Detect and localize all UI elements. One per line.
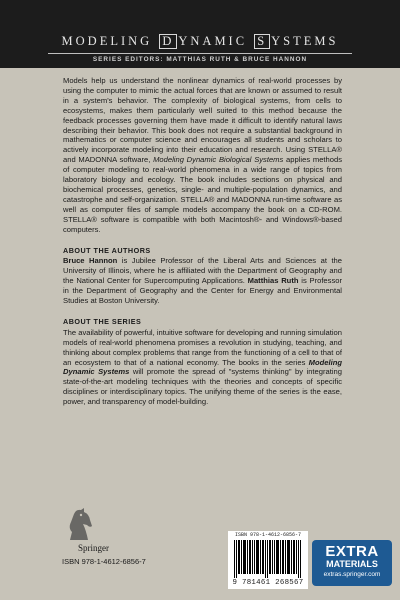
series-title-boxed-letter: D	[159, 34, 177, 49]
back-cover-text	[63, 76, 342, 407]
authors-paragraph	[63, 256, 342, 306]
header-divider	[48, 53, 352, 54]
springer-logo	[62, 506, 132, 554]
series-title-part: MODELING	[61, 34, 159, 48]
series-text: will promote the spread of "systems thinking" by integrating state-of-the-art modeling techniques with the theories and concepts of specific disciplines or interdisciplinary topics. The unifying theme of the series is the ease, power, and transparency of model-building.	[63, 367, 342, 407]
series-title-boxed-letter: S	[254, 34, 270, 49]
barcode	[228, 531, 308, 589]
series-title-part: YSTEMS	[271, 34, 339, 48]
intro-text: applies methods of computer modeling to real-world phenomena in a wide range of topics from laboratory biology and ecology. The book includes sections on physical and biochemical processes, genetics, single- and multiple-population dynamics, and catastrophe and self-organization. STELLA® and MADONNA run-time software as well as computer files of sample models accompany the book on a CD-ROM. STELLA® software is compatible with both Macintosh®- and Windows®-based computers.	[63, 155, 342, 234]
intro-text: Models help us understand the nonlinear dynamics of real-world processes by using the computer to mimic the actual forces that are known or assumed to result in a system's behavior. The complexity of biological systems, from cells to ecosystems, makes them particularly well suited to this method because the feedback processes governing them have made it difficult to identify natural laws describing their behavior. This book does not require a substantial background in mathematics or computer science and encourages all students and scholars to actively incorporate modeling into their education and research. Using STELLA® and MADONNA software,	[63, 76, 342, 165]
isbn-text: ISBN 978-1-4612-6856-7	[62, 557, 146, 566]
author-bio: is Professor in the Department of Geography and the Center for Energy and Environmental Studies at Boston University.	[63, 276, 342, 306]
series-text: The availability of powerful, intuitive software for developing and running simulation models of real-world phenomena promises a revolution in studying, teaching, and thinking about complex problems that range from the functioning of a cell to that of an ecosystem to that of a national economy. The books in the series	[63, 327, 342, 367]
author-bio: is Jubilee Professor of the Liberal Arts and Sciences at the University of Illinois, where he is affiliated with the Department of Geography and the National Center for Supercomputing Applications.	[63, 256, 342, 286]
book-title: Modeling Dynamic Biological Systems	[153, 155, 284, 165]
barcode-digits: 9 781461 268567	[232, 579, 304, 587]
series-name: Modeling Dynamic Systems	[63, 357, 342, 377]
series-title	[0, 34, 400, 49]
series-editors: SERIES EDITORS: MATTHIAS RUTH & BRUCE HANNON	[92, 56, 308, 63]
badge-extra-label: EXTRA	[325, 543, 379, 560]
series-heading: ABOUT THE SERIES	[63, 316, 142, 326]
publisher-name: Springer	[78, 543, 109, 553]
series-title-part: YNAMIC	[178, 34, 254, 48]
series-paragraph	[63, 328, 342, 407]
springer-knight-icon	[62, 506, 98, 542]
author-name: Matthias Ruth	[247, 276, 299, 286]
intro-paragraph	[63, 76, 342, 235]
series-header	[0, 0, 400, 68]
barcode-bars-icon	[234, 540, 302, 578]
author-name: Bruce Hannon	[63, 256, 118, 266]
barcode-isbn: ISBN 978-1-4612-6856-7	[234, 532, 301, 538]
authors-heading: ABOUT THE AUTHORS	[63, 245, 151, 255]
extra-materials-badge	[312, 540, 392, 586]
badge-url: extras.springer.com	[323, 571, 381, 578]
badge-materials-label: MATERIALS	[326, 559, 378, 569]
